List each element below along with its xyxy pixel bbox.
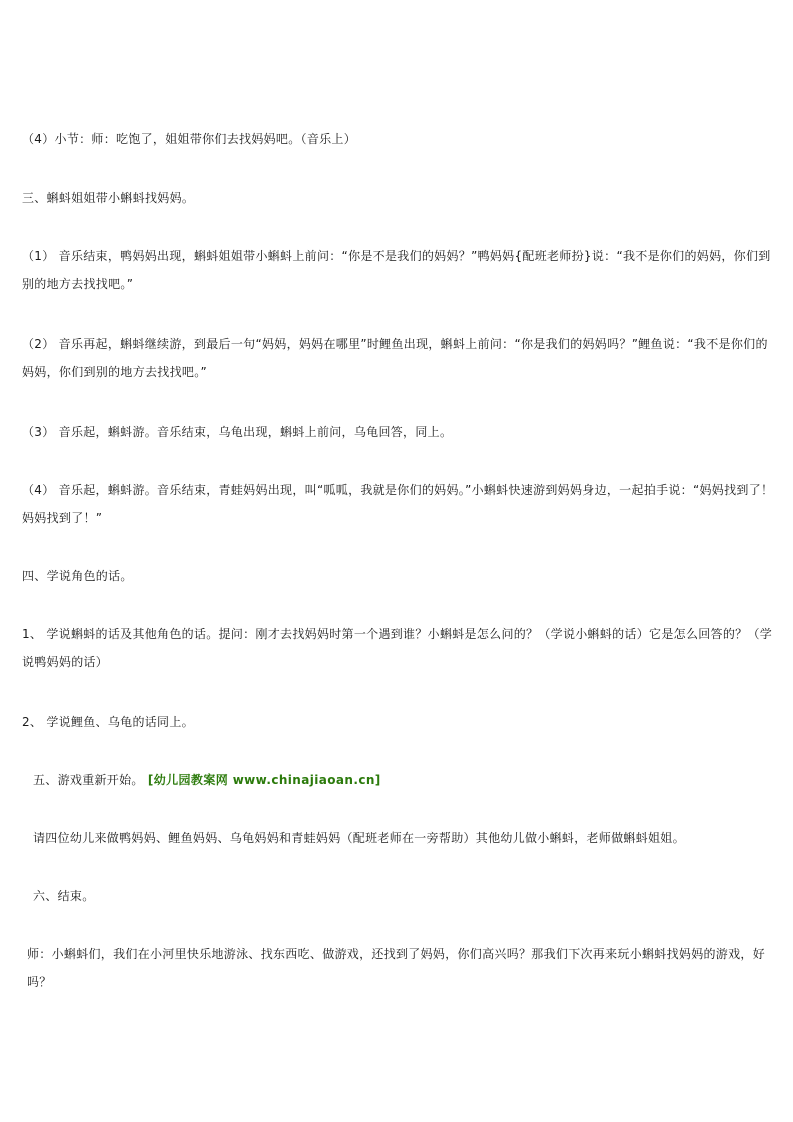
heading-section-5: [33, 766, 774, 794]
paragraph-section-4-item-2: 2、 学说鲤鱼、乌龟的话同上。: [22, 715, 194, 729]
paragraph-section-5-body: 请四位幼儿来做鸭妈妈、鲤鱼妈妈、乌龟妈妈和青蛙妈妈（配班老师在一旁帮助）其他幼儿做小蝌蚪，老师做蝌蚪姐姐。: [33, 831, 685, 845]
paragraph-section-3-step-2: （2） 音乐再起，蝌蚪继续游，到最后一句“妈妈，妈妈在哪里”时鲤鱼出现，蝌蚪上前问：“你是我们的妈妈吗？”鲤鱼说：“我不是你们的妈妈，你们到别的地方去找找吧。”: [22, 337, 768, 379]
source-link[interactable]: [幼儿园教案网 www.chinajiaoan.cn]: [147, 773, 381, 787]
paragraph-section-3-step-4: （4） 音乐起，蝌蚪游。音乐结束，青蛙妈妈出现，叫“呱呱，我就是你们的妈妈。”小蝌蚪快速游到妈妈身边，一起拍手说：“妈妈找到了！妈妈找到了！”: [22, 483, 774, 525]
paragraph-section-3-step-1: （1） 音乐结束，鸭妈妈出现，蝌蚪姐姐带小蝌蚪上前问：“你是不是我们的妈妈？”鸭妈妈{配班老师扮}说：“我不是你们的妈妈，你们到别的地方去找找吧。”: [22, 249, 771, 291]
heading-section-4: 四、学说角色的话。: [22, 569, 133, 583]
heading-section-3: 三、蝌蚪姐姐带小蝌蚪找妈妈。: [22, 191, 195, 205]
paragraph-section-6-body: 师：小蝌蚪们，我们在小河里快乐地游泳、找东西吃、做游戏，还找到了妈妈，你们高兴吗？那我们下次再来玩小蝌蚪找妈妈的游戏，好吗？: [27, 947, 766, 989]
heading-section-6: 六、结束。: [33, 889, 95, 903]
heading-section-5-text: 五、游戏重新开始。: [33, 773, 148, 787]
paragraph-section-4-item-1: 1、 学说蝌蚪的话及其他角色的话。提问：刚才去找妈妈时第一个遇到谁？小蝌蚪是怎么问的？（学说小蝌蚪的话）它是怎么回答的？（学说鸭妈妈的话）: [22, 627, 773, 669]
paragraph-section-3-step-3: （3） 音乐起，蝌蚪游。音乐结束，乌龟出现，蝌蚪上前问，乌龟回答，同上。: [22, 425, 453, 439]
paragraph-section-2-step-4: （4）小节：师：吃饱了，姐姐带你们去找妈妈吧。（音乐上）: [22, 132, 357, 146]
